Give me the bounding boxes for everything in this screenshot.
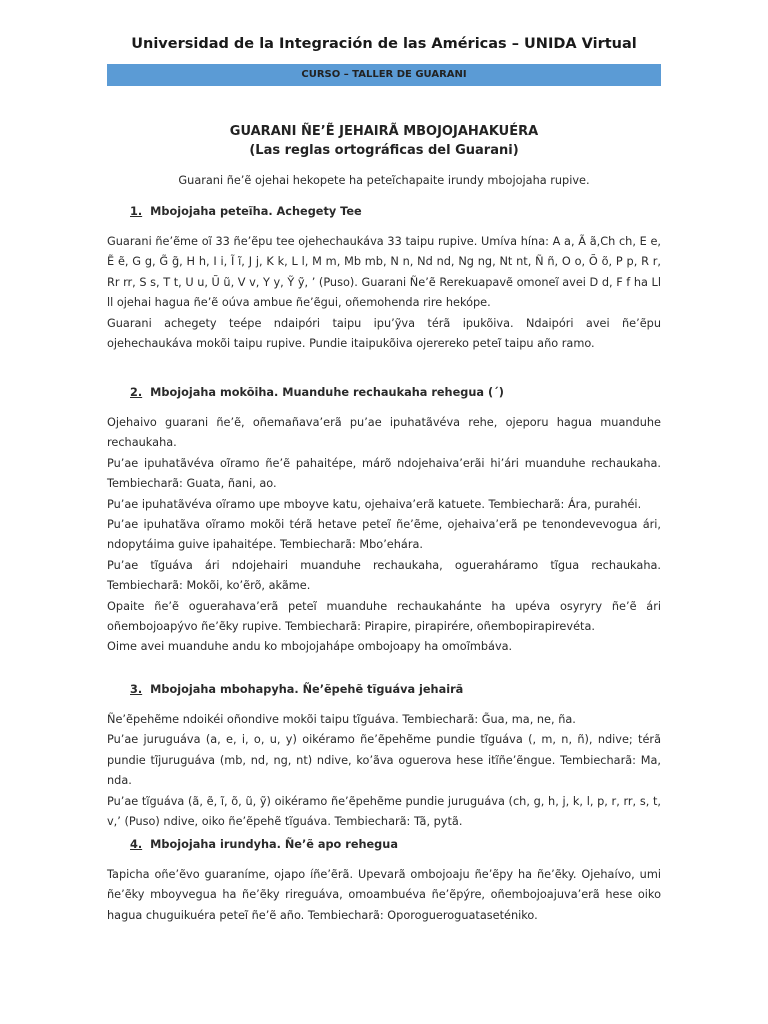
paragraph: Pu’ae ipuhatãva oĩramo mokõi térã hetave peteĩ ñe’ẽme, ojehaiva’erã pe tenondevevogua ári, ndopytáima guive ipahaitépe. Tembiecharã: Mbo’ehára. (107, 518, 661, 552)
paragraph: Guarani ñe’ẽme oĩ 33 ñe’ẽpu tee ojehechaukáva 33 taipu rupive. Umíva hína: A a, Ã ã,Ch ch, E e, Ẽ ẽ, G g, G̃ g̃, H h, I i, Ĩ ĩ, J j, K k, L l, M m, Mb mb, N n, Nd nd, Ng ng, Nt nt, Ñ ñ, O o, Õ õ, P p, R r, Rr rr, S s, T t, U u, Ũ ũ, V v, Y y, Ỹ ỹ, ’ (Puso). Guarani Ñe’ẽ Rerekuapavẽ omoneĩ avei D d, F f ha Ll ll ojehai hagua ñe’ẽ oúva ambue ñe’ẽgui, oñemohenda rire hekópe. (107, 235, 661, 310)
section-heading-1 (130, 205, 362, 218)
paragraph: Pu’ae ipuhatãvéva oĩramo ñe’ẽ pahaitépe, márõ ndojehaiva’erãi hi’ári muanduhe rechaukaha. Tembiecharã: Guata, ñani, ao. (107, 456, 661, 491)
paragraph: Pu’ae tĩguáva ári ndojehairi muanduhe rechaukaha, ogueraháramo tĩgua rechaukaha. Tembiecharã: Mokõi, ko’ẽrõ, akãme. (107, 558, 661, 593)
paragraph: Pu’ae ipuhatãvéva oĩramo upe mboyve katu, ojehaiva’erã katuete. Tembiecharã: Ára, purahéi. (107, 497, 642, 511)
paragraph: Oime avei muanduhe andu ko mbojojahápe ombojoapy ha omoĩmbáva. (107, 640, 513, 654)
paragraph: Ojehaivo guarani ñe’ẽ, oñemañava’erã pu’ae ipuhatãvéva rehe, ojeporu hagua muanduhe rechaukaha. (107, 416, 661, 450)
section-number: 1. (130, 205, 143, 218)
section-body-2 (107, 413, 661, 658)
university-header: Universidad de la Integración de las Américas – UNIDA Virtual (131, 36, 637, 52)
intro-paragraph: Guarani ñe’ẽ ojehai hekopete ha peteĩchapaite irundy mbojojaha rupive. (178, 174, 590, 187)
paragraph: Pu’ae juruguáva (a, e, i, o, u, y) oikéramo ñe’ẽpehẽme pundie tĩguáva (, m, n, ñ), ndive; térã pundie tĩjuruguáva (mb, nd, ng, nt) ndive, ko’ãva oguerova hese itĩñe’ẽngue. Tembiecharã: Ma, nda. (107, 733, 661, 788)
section-body-4 (107, 865, 661, 926)
section-number: 3. (130, 683, 143, 696)
section-title: Mbojojaha mbohapyha. Ñe’ẽpehẽ tĩguáva jehairã (150, 683, 464, 696)
section-body-3 (107, 710, 661, 832)
section-number: 4. (130, 838, 143, 851)
section-title: Mbojojaha irundyha. Ñe’ẽ apo rehegua (150, 838, 398, 851)
paragraph: Pu’ae tĩguáva (ã, ẽ, ĩ, õ, ũ, ỹ) oikéramo ñe’ẽpehẽme pundie juruguáva (ch, g, h, j, k, l, p, r, rr, s, t, v,’ (Puso) ndive, oiko ñe’ẽpehẽ tĩguáva. Tembiecharã: Tã, pytã. (107, 794, 661, 829)
section-body-1 (107, 232, 661, 354)
section-title: Mbojojaha mokõiha. Muanduhe rechaukaha rehegua (´) (150, 386, 504, 399)
paragraph: Tapicha oñe’ẽvo guaraníme, ojapo íñe’ẽrã. Upevarã ombojoaju ñe’ẽpy ha ñe’ẽky. Ojehaívo, umi ñe’ẽky mboyvegua ha ñe’ẽky rireguáva, omoambuéva ñe’ẽpýre, oñembojoajuva’erã hese oiko hagua chuguikuéra peteĩ ñe’ẽ año. Tembiecharã: Oporogueroguataseténiko. (107, 868, 661, 922)
paragraph: Ñe’ẽpehẽme ndoikéi oñondive mokõi taipu tĩguáva. Tembiecharã: G̃ua, ma, ne, ña. (107, 713, 576, 726)
paragraph: Guarani achegety teépe ndaipóri taipu ipu’ỹva térã ipukõiva. Ndaipóri avei ñe’ẽpu ojehechaukáva mokõi taipu rupive. Pundie itaipukõiva ojerereko peteĩ taipu año ramo. (107, 316, 661, 351)
section-heading-4 (130, 838, 398, 851)
course-banner: CURSO – TALLER DE GUARANI (107, 64, 661, 86)
section-title: Mbojojaha peteĩha. Achegety Tee (150, 205, 362, 218)
section-number: 2. (130, 386, 143, 399)
document-subtitle: (Las reglas ortográficas del Guarani) (249, 143, 519, 158)
paragraph: Opaite ñe’ẽ oguerahava’erã peteĩ muanduhe rechaukahánte ha upéva osyryry ñe’ẽ ári oñembojoapývo ñe’ẽky rupive. Tembiecharã: Pirapire, pirapirére, oñembopirapirevéta. (107, 599, 661, 634)
document-title: GUARANI ÑE’Ẽ JEHAIRÃ MBOJOJAHAKUÉRA (229, 124, 539, 139)
section-heading-3 (130, 683, 463, 696)
section-heading-2 (130, 386, 504, 399)
